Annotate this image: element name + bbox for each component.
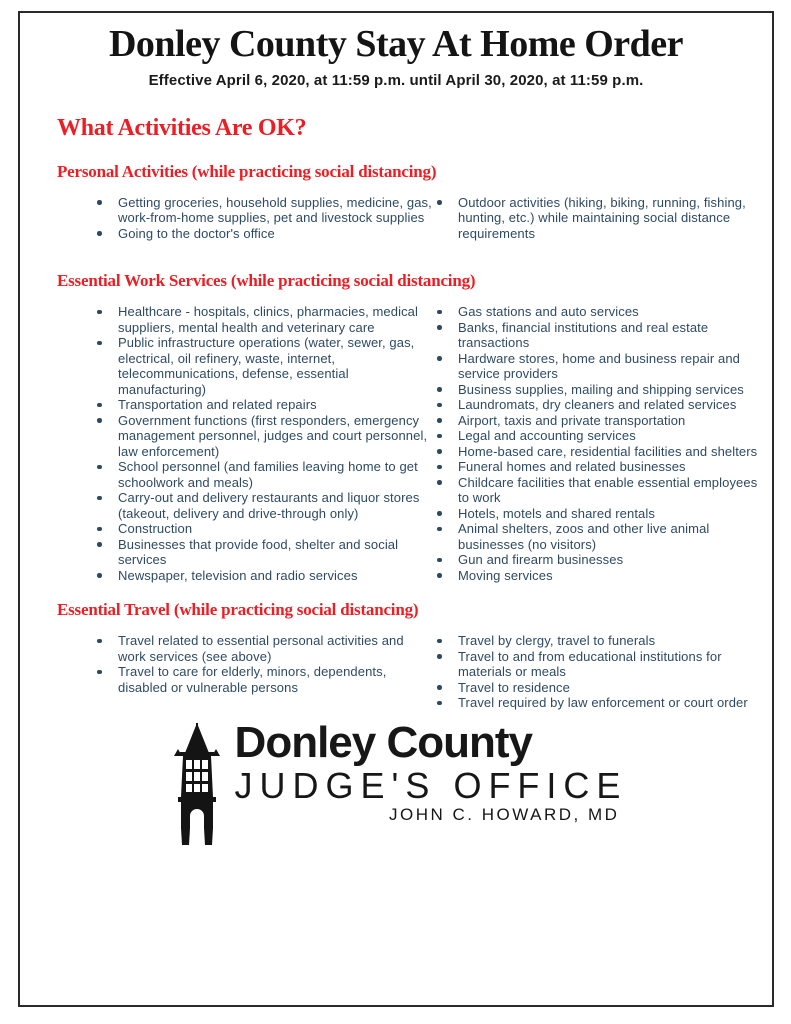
page-title: Donley County Stay At Home Order <box>108 23 684 65</box>
list-item: Hardware stores, home and business repair and service providers <box>432 351 767 382</box>
list-item: Childcare facilities that enable essential employees to work <box>432 475 767 506</box>
list-item: Getting groceries, household supplies, medicine, gas, work-from-home supplies, pet and livestock supplies <box>92 195 432 226</box>
list-item: Home-based care, residential facilities and shelters <box>432 444 767 460</box>
list-item: Legal and accounting services <box>432 428 767 444</box>
org-name: Donley County <box>234 717 532 767</box>
section-essential-travel <box>20 600 772 711</box>
bullet-list-left <box>92 304 432 583</box>
list-item: Healthcare - hospitals, clinics, pharmacies, medical suppliers, mental health and veterinary care <box>92 304 432 335</box>
section-columns <box>20 304 772 583</box>
list-item: Public infrastructure operations (water, sewer, gas, electrical, oil refinery, waste, internet, telecommunications, defense, essential manufacturing) <box>92 335 432 397</box>
list-item: Travel required by law enforcement or court order <box>432 695 767 711</box>
list-item: Transportation and related repairs <box>92 397 432 413</box>
list-item: Banks, financial institutions and real estate transactions <box>432 320 767 351</box>
list-item: Businesses that provide food, shelter and social services <box>92 537 432 568</box>
list-item: School personnel (and families leaving home to get schoolwork and meals) <box>92 459 432 490</box>
list-item: Hotels, motels and shared rentals <box>432 506 767 522</box>
list-item: Government functions (first responders, emergency management personnel, judges and court personnel, law enforcement) <box>92 413 432 460</box>
bullet-list-right <box>432 304 767 583</box>
list-item: Construction <box>92 521 432 537</box>
bullet-list-right <box>432 633 767 711</box>
org-person: JOHN C. HOWARD, MD <box>389 805 620 825</box>
page-border-frame <box>18 11 774 1007</box>
bullet-list-left <box>92 633 432 711</box>
list-item: Travel by clergy, travel to funerals <box>432 633 767 649</box>
list-item: Funeral homes and related businesses <box>432 459 767 475</box>
section-essential-work <box>20 271 772 583</box>
bullet-list-right <box>432 195 767 242</box>
list-item: Travel related to essential personal activities and work services (see above) <box>92 633 432 664</box>
list-item: Outdoor activities (hiking, biking, running, fishing, hunting, etc.) while maintaining social distance requirements <box>432 195 767 242</box>
list-item: Business supplies, mailing and shipping services <box>432 382 767 398</box>
list-item: Travel to and from educational institutions for materials or meals <box>432 649 767 680</box>
list-item: Carry-out and delivery restaurants and liquor stores (takeout, delivery and drive-through only) <box>92 490 432 521</box>
list-item: Laundromats, dry cleaners and related services <box>432 397 767 413</box>
list-item: Going to the doctor's office <box>92 226 432 242</box>
list-item: Moving services <box>432 568 767 584</box>
bullet-list-left <box>92 195 432 242</box>
list-item: Travel to care for elderly, minors, dependents, disabled or vulnerable persons <box>92 664 432 695</box>
list-item: Travel to residence <box>432 680 767 696</box>
main-heading: What Activities Are OK? <box>57 114 307 141</box>
section-columns <box>20 633 772 711</box>
effective-dates: Effective April 6, 2020, at 11:59 p.m. until April 30, 2020, at 11:59 p.m. <box>148 71 644 89</box>
section-personal-activities <box>20 162 772 242</box>
footer-text <box>234 717 628 826</box>
section-heading-personal: Personal Activities (while practicing social distancing) <box>57 161 437 181</box>
section-columns <box>20 195 772 242</box>
clock-tower-icon <box>165 723 229 847</box>
org-office: JUDGE'S OFFICE <box>234 764 628 806</box>
list-item: Airport, taxis and private transportation <box>432 413 767 429</box>
footer-logo-block <box>20 717 772 847</box>
section-heading-work: Essential Work Services (while practicing social distancing) <box>57 271 476 291</box>
list-item: Newspaper, television and radio services <box>92 568 432 584</box>
list-item: Animal shelters, zoos and other live animal businesses (no visitors) <box>432 521 767 552</box>
list-item: Gun and firearm businesses <box>432 552 767 568</box>
list-item: Gas stations and auto services <box>432 304 767 320</box>
section-heading-travel: Essential Travel (while practicing social distancing) <box>57 600 419 620</box>
